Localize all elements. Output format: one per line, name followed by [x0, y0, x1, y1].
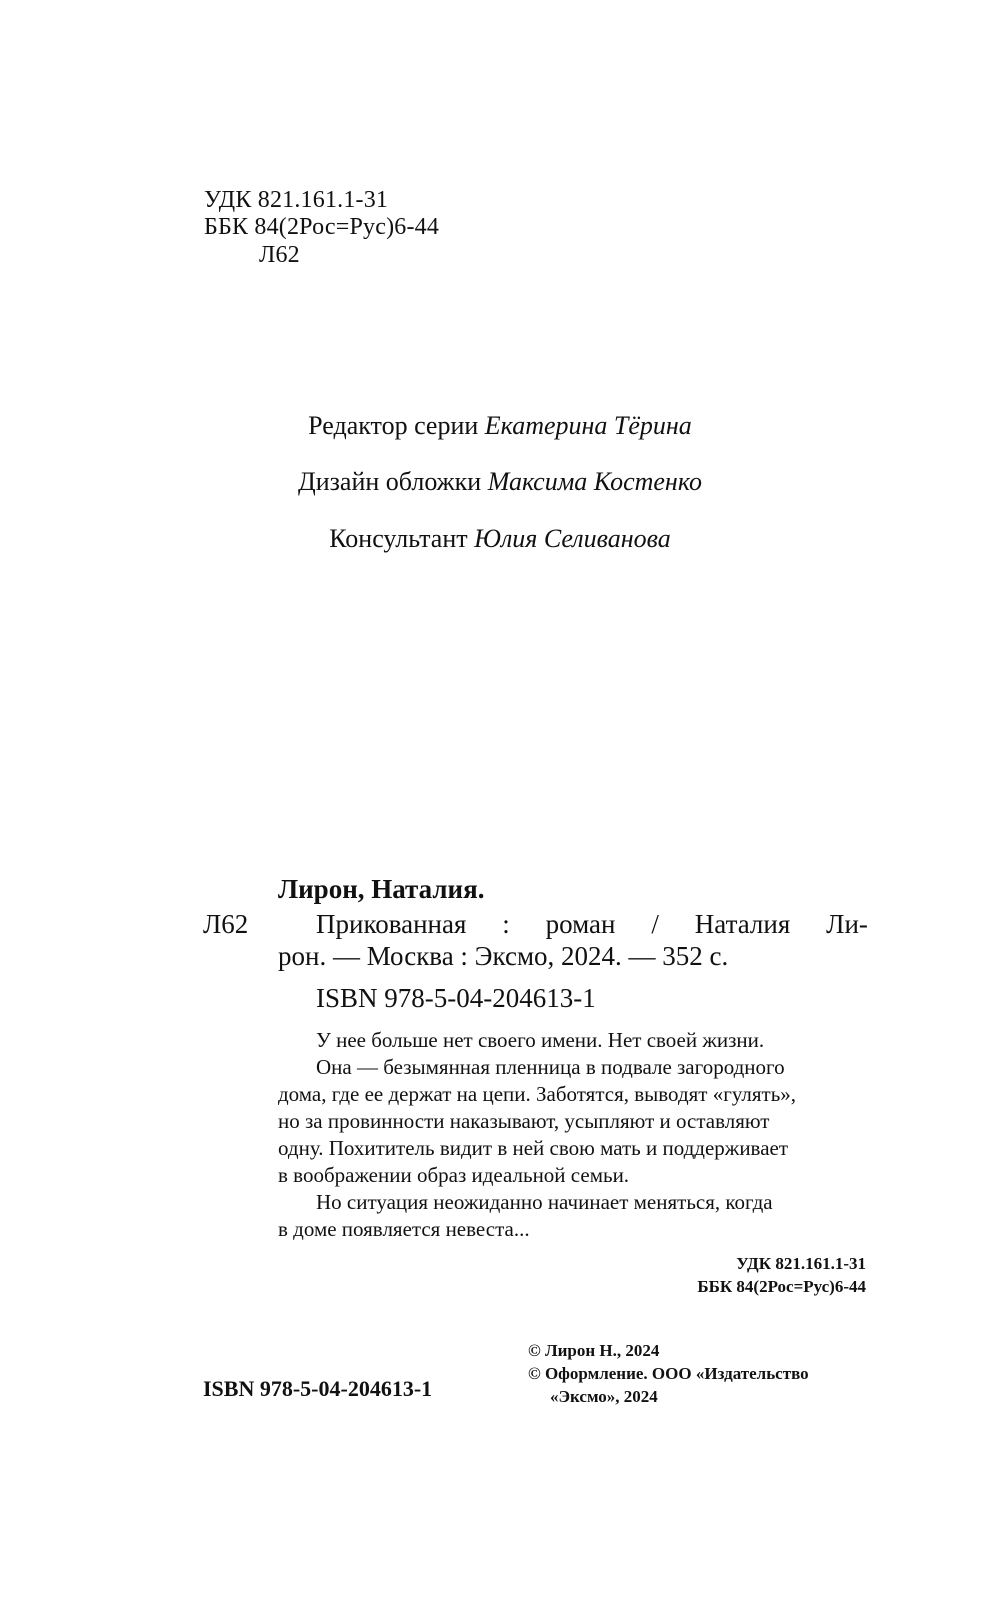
udk-code: УДК 821.161.1-31	[204, 187, 389, 213]
index-udk: УДК 821.161.1-31	[736, 1254, 866, 1273]
card-author: Лирон, Наталия.	[278, 874, 485, 904]
annotation-line: дома, где ее держат на цепи. Заботятся, выводят «гулять»,	[278, 1082, 797, 1106]
card-author-name-word: Наталия	[694, 909, 791, 939]
cover-design-role: Дизайн обложки	[297, 467, 482, 496]
card-isbn: ISBN 978-5-04-204613-1	[316, 983, 596, 1013]
copyright-author: © Лирон Н., 2024	[528, 1341, 660, 1360]
annotation-line: У нее больше нет своего имени. Нет своей жизни.	[316, 1028, 765, 1052]
card-genre-word: роман	[545, 909, 616, 939]
card-publication-line: рон. — Москва : Эксмо, 2024. — 352 с.	[278, 941, 729, 971]
series-editor-role: Редактор серии	[308, 411, 479, 440]
annotation-line: Но ситуация неожиданно начинает меняться, когда	[316, 1190, 773, 1214]
card-separator: /	[651, 909, 659, 939]
series-editor-name: Екатерина Тёрина	[484, 411, 692, 440]
footer-isbn: ISBN 978-5-04-204613-1	[203, 1376, 433, 1401]
author-sign-code: Л62	[259, 242, 300, 268]
annotation-line: в доме появляется невеста...	[278, 1217, 530, 1241]
annotation-line: но за провинности наказывают, усыпляют и оставляют	[278, 1109, 770, 1133]
series-editor-credit	[0, 411, 1000, 441]
bbk-code: ББК 84(2Рос=Рус)6-44	[204, 214, 440, 240]
card-author-surname-part: Ли-	[826, 909, 868, 939]
cover-design-name: Максима Костенко	[487, 467, 702, 496]
index-bbk: ББК 84(2Рос=Рус)6-44	[697, 1277, 866, 1296]
copyright-design: © Оформление. ООО «Издательство	[528, 1364, 809, 1383]
annotation-line: Она — безымянная пленница в подвале загородного	[316, 1055, 785, 1079]
annotation-line: в воображении образ идеальной семьи.	[278, 1163, 630, 1187]
cover-design-credit	[0, 467, 1000, 497]
consultant-name: Юлия Селиванова	[474, 524, 671, 553]
card-code: Л62	[203, 909, 249, 939]
consultant-role: Консультант	[329, 524, 468, 553]
card-separator: :	[502, 909, 510, 939]
consultant-credit	[0, 524, 1000, 554]
annotation-line: одну. Похититель видит в ней свою мать и поддерживает	[278, 1136, 789, 1160]
card-title-line	[316, 908, 868, 940]
copyright-design-cont: «Эксмо», 2024	[550, 1387, 658, 1406]
card-title-word: Прикованная	[316, 909, 467, 939]
